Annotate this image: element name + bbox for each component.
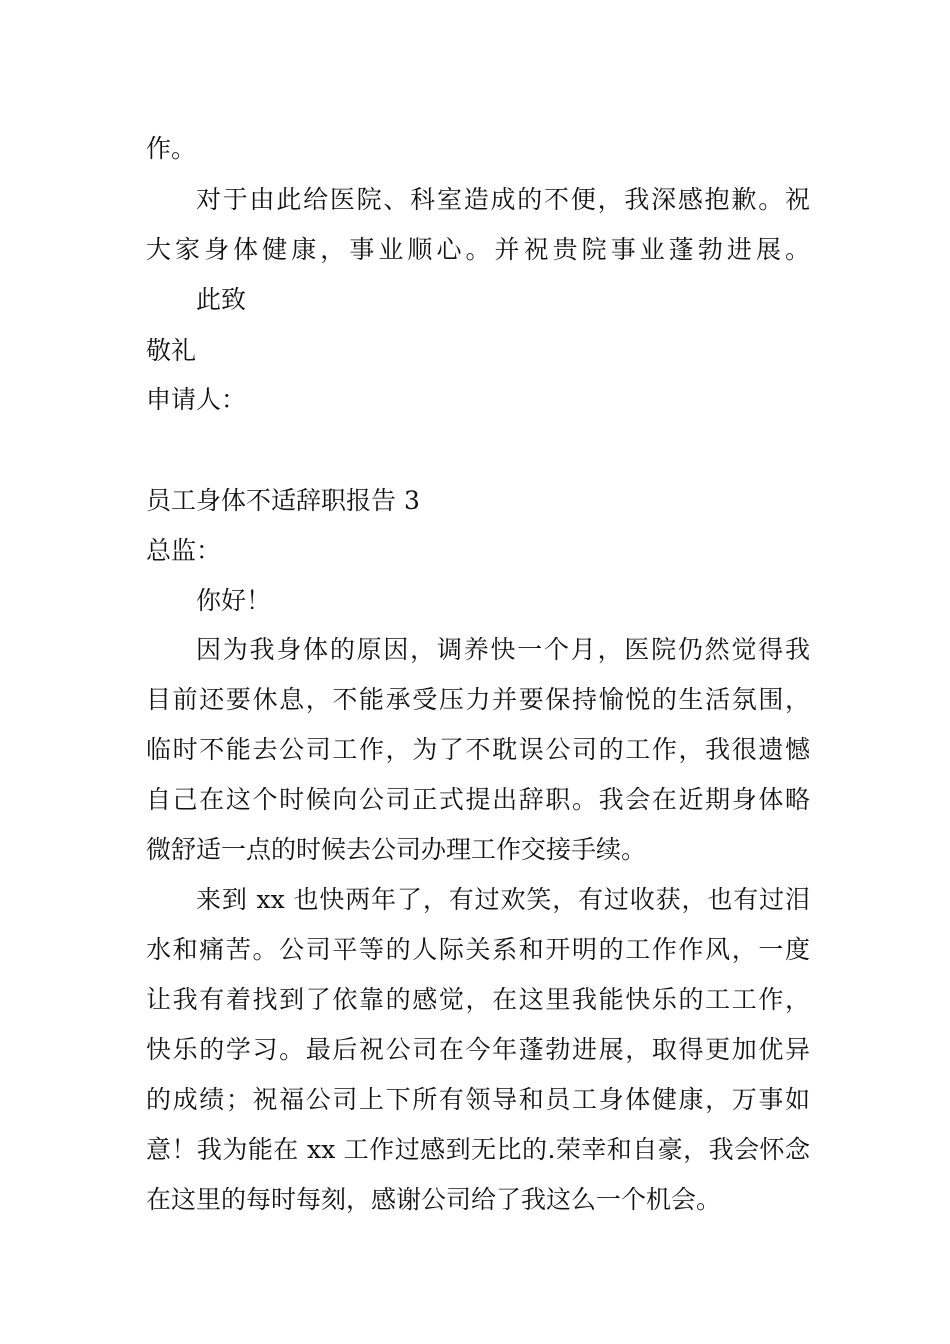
previous-paragraph-tail: 作。 — [146, 134, 197, 163]
closing-paragraph-line: 对于由此给医院、科室造成的不便，我深感抱歉。祝 — [196, 185, 810, 214]
paragraph-2-line: 快乐的学习。最后祝公司在今年蓬勃进展，取得更加优异 — [146, 1035, 810, 1064]
paragraph-1-line: 自己在这个时候向公司正式提出辞职。我会在近期身体略 — [146, 785, 810, 814]
greeting: 你好！ — [196, 586, 272, 615]
paragraph-2-line: 水和痛苦。公司平等的人际关系和开明的工作作风，一度 — [146, 935, 810, 964]
paragraph-2-line: 来到 xx 也快两年了，有过欢笑，有过收获，也有过泪 — [196, 885, 810, 914]
paragraph-1-line: 临时不能去公司工作，为了不耽误公司的工作，我很遗憾 — [146, 735, 810, 764]
salutation-ci-zhi: 此致 — [196, 285, 247, 314]
paragraph-1-line: 目前还要休息，不能承受压力并要保持愉悦的生活氛围， — [146, 685, 810, 714]
addressee: 总监： — [146, 536, 222, 565]
closing-paragraph-line: 大家身体健康，事业顺心。并祝贵院事业蓬勃进展。 — [146, 235, 810, 264]
section-title: 员工身体不适辞职报告 3 — [146, 486, 420, 515]
paragraph-1-line: 微舒适一点的时候去公司办理工作交接手续。 — [146, 835, 647, 864]
paragraph-2-line: 的成绩；祝福公司上下所有领导和员工身体健康，万事如 — [146, 1085, 810, 1114]
paragraph-1-line: 因为我身体的原因，调养快一个月，医院仍然觉得我 — [196, 635, 810, 664]
paragraph-2-line: 在这里的每时每刻，感谢公司给了我这么一个机会。 — [146, 1185, 722, 1214]
paragraph-2-line: 意！我为能在 xx 工作过感到无比的.荣幸和自豪，我会怀念 — [146, 1135, 810, 1164]
applicant-label: 申请人： — [146, 385, 247, 414]
salutation-jing-li: 敬礼 — [146, 336, 197, 365]
paragraph-2-line: 让我有着找到了依靠的感觉，在这里我能快乐的工工作， — [146, 985, 810, 1014]
